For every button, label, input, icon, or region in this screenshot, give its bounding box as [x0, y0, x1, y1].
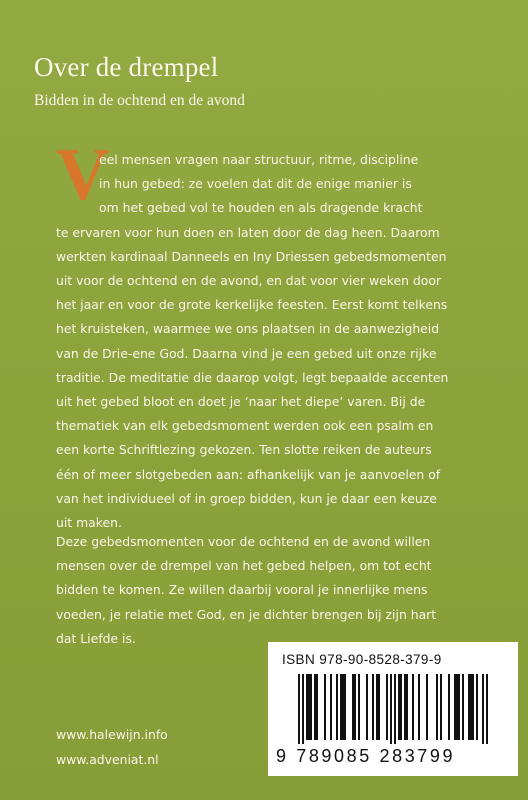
- barcode-bar: [352, 674, 354, 740]
- blurb-line: uit voor de ochtend en de avond, en dat voor vier weken door: [56, 273, 442, 289]
- barcode-bar: [398, 674, 400, 740]
- barcode-bar: [456, 674, 458, 740]
- website-link-adveniat: www.adveniat.nl: [56, 752, 159, 767]
- barcode-bar: [378, 674, 380, 740]
- isbn-barcode: [268, 642, 518, 776]
- barcode-bar: [472, 674, 474, 740]
- barcode-bar: [302, 674, 304, 744]
- barcode-bar: [354, 674, 356, 740]
- barcode-bar: [316, 674, 318, 740]
- blurb-line: eel mensen vragen naar structuur, ritme, discipline: [99, 152, 419, 167]
- barcode-bar: [342, 674, 344, 740]
- barcode-bar: [448, 674, 450, 740]
- barcode-bar: [372, 674, 374, 740]
- barcode-bar: [308, 674, 310, 740]
- barcode-bar: [468, 674, 470, 740]
- book-title: Over de drempel: [34, 52, 219, 82]
- blurb-line: dat Liefde is.: [56, 630, 136, 646]
- drop-cap: V: [56, 134, 110, 216]
- blurb-line: thematiek van elk gebedsmoment werden ook een psalm en: [56, 418, 434, 434]
- book-subtitle: Bidden in de ochtend en de avond: [34, 92, 245, 109]
- blurb-line: bidden te komen. Ze willen daarbij vooral je innerlijke mens: [56, 582, 428, 598]
- blurb-line: uit maken.: [56, 515, 122, 531]
- blurb-line: voeden, je relatie met God, en je dichter brengen bij zijn hart: [56, 606, 437, 622]
- barcode-bar: [454, 674, 456, 740]
- website-link-halewijn: www.halewijn.info: [56, 727, 168, 742]
- barcode-bar: [344, 674, 346, 740]
- barcode-bar: [390, 674, 392, 744]
- barcode-bar: [440, 674, 442, 740]
- blurb-paragraph-1: [56, 148, 476, 535]
- blurb-line: uit het gebed bloot en doet je ‘naar het diepe’ varen. Bij de: [56, 394, 426, 410]
- barcode-bar: [486, 674, 488, 744]
- blurb-line: Deze gebedsmomenten voor de ochtend en de avond willen: [56, 534, 431, 549]
- barcode-bar: [366, 674, 368, 740]
- blurb-line: om het gebed vol te houden en als dragende kracht: [99, 200, 423, 216]
- barcode-icon: [282, 674, 504, 744]
- blurb-line: het jaar en voor de grote kerkelijke feesten. Eerst komt telkens: [56, 297, 448, 313]
- barcode-bar: [418, 674, 420, 740]
- barcode-bar: [406, 674, 408, 740]
- blurb-line: traditie. De meditatie die daarop volgt, legt bepaalde accenten: [56, 369, 449, 385]
- blurb-line: in hun gebed: ze voelen dat dit de enige manier is: [99, 176, 412, 192]
- barcode-bar: [324, 674, 326, 740]
- isbn-label: ISBN 978-90-8528-379-9: [282, 652, 442, 667]
- barcode-bar: [386, 674, 388, 740]
- ean-digits: 9 789085 283799: [276, 746, 456, 766]
- barcode-bar: [336, 674, 338, 740]
- blurb-line: van het individueel of in groep bidden, kun je daar een keuze: [56, 490, 437, 506]
- blurb-line: één of meer slotgebeden aan: afhankelijk van je aanvoelen of: [56, 466, 441, 482]
- barcode-bar: [306, 674, 308, 740]
- barcode-bar: [298, 674, 300, 744]
- barcode-bar: [404, 674, 406, 740]
- barcode-bar: [458, 674, 460, 740]
- barcode-bar: [426, 674, 428, 740]
- barcode-bar: [476, 674, 478, 740]
- barcode-bar: [462, 674, 464, 740]
- blurb-line: het kruisteken, waarmee we ons plaatsen in de aanwezigheid: [56, 321, 440, 337]
- blurb-line: mensen over de drempel van het gebed helpen, om tot echt: [56, 558, 432, 574]
- barcode-bar: [310, 674, 312, 740]
- blurb-line: te ervaren voor hun doen en laten door de dag heen. Daarom: [56, 224, 440, 240]
- blurb-line: van de Drie-ene God. Daarna vind je een gebed uit onze rijke: [56, 345, 437, 361]
- barcode-bar: [482, 674, 484, 744]
- blurb-line: een korte Schriftlezing gekozen. Ten slotte reiken de auteurs: [56, 442, 432, 458]
- barcode-bar: [376, 674, 378, 740]
- blurb-paragraph-2: [56, 530, 476, 651]
- blurb-line: werkten kardinaal Danneels en Iny Driessen gebedsmomenten: [56, 248, 447, 264]
- barcode-bar: [358, 674, 360, 740]
- barcode-bar: [394, 674, 396, 744]
- barcode-bar: [470, 674, 472, 740]
- barcode-bar: [340, 674, 342, 740]
- barcode-bar: [314, 674, 316, 740]
- barcode-bar: [330, 674, 332, 740]
- barcode-bar: [436, 674, 438, 740]
- barcode-bar: [400, 674, 402, 740]
- barcode-bar: [412, 674, 414, 740]
